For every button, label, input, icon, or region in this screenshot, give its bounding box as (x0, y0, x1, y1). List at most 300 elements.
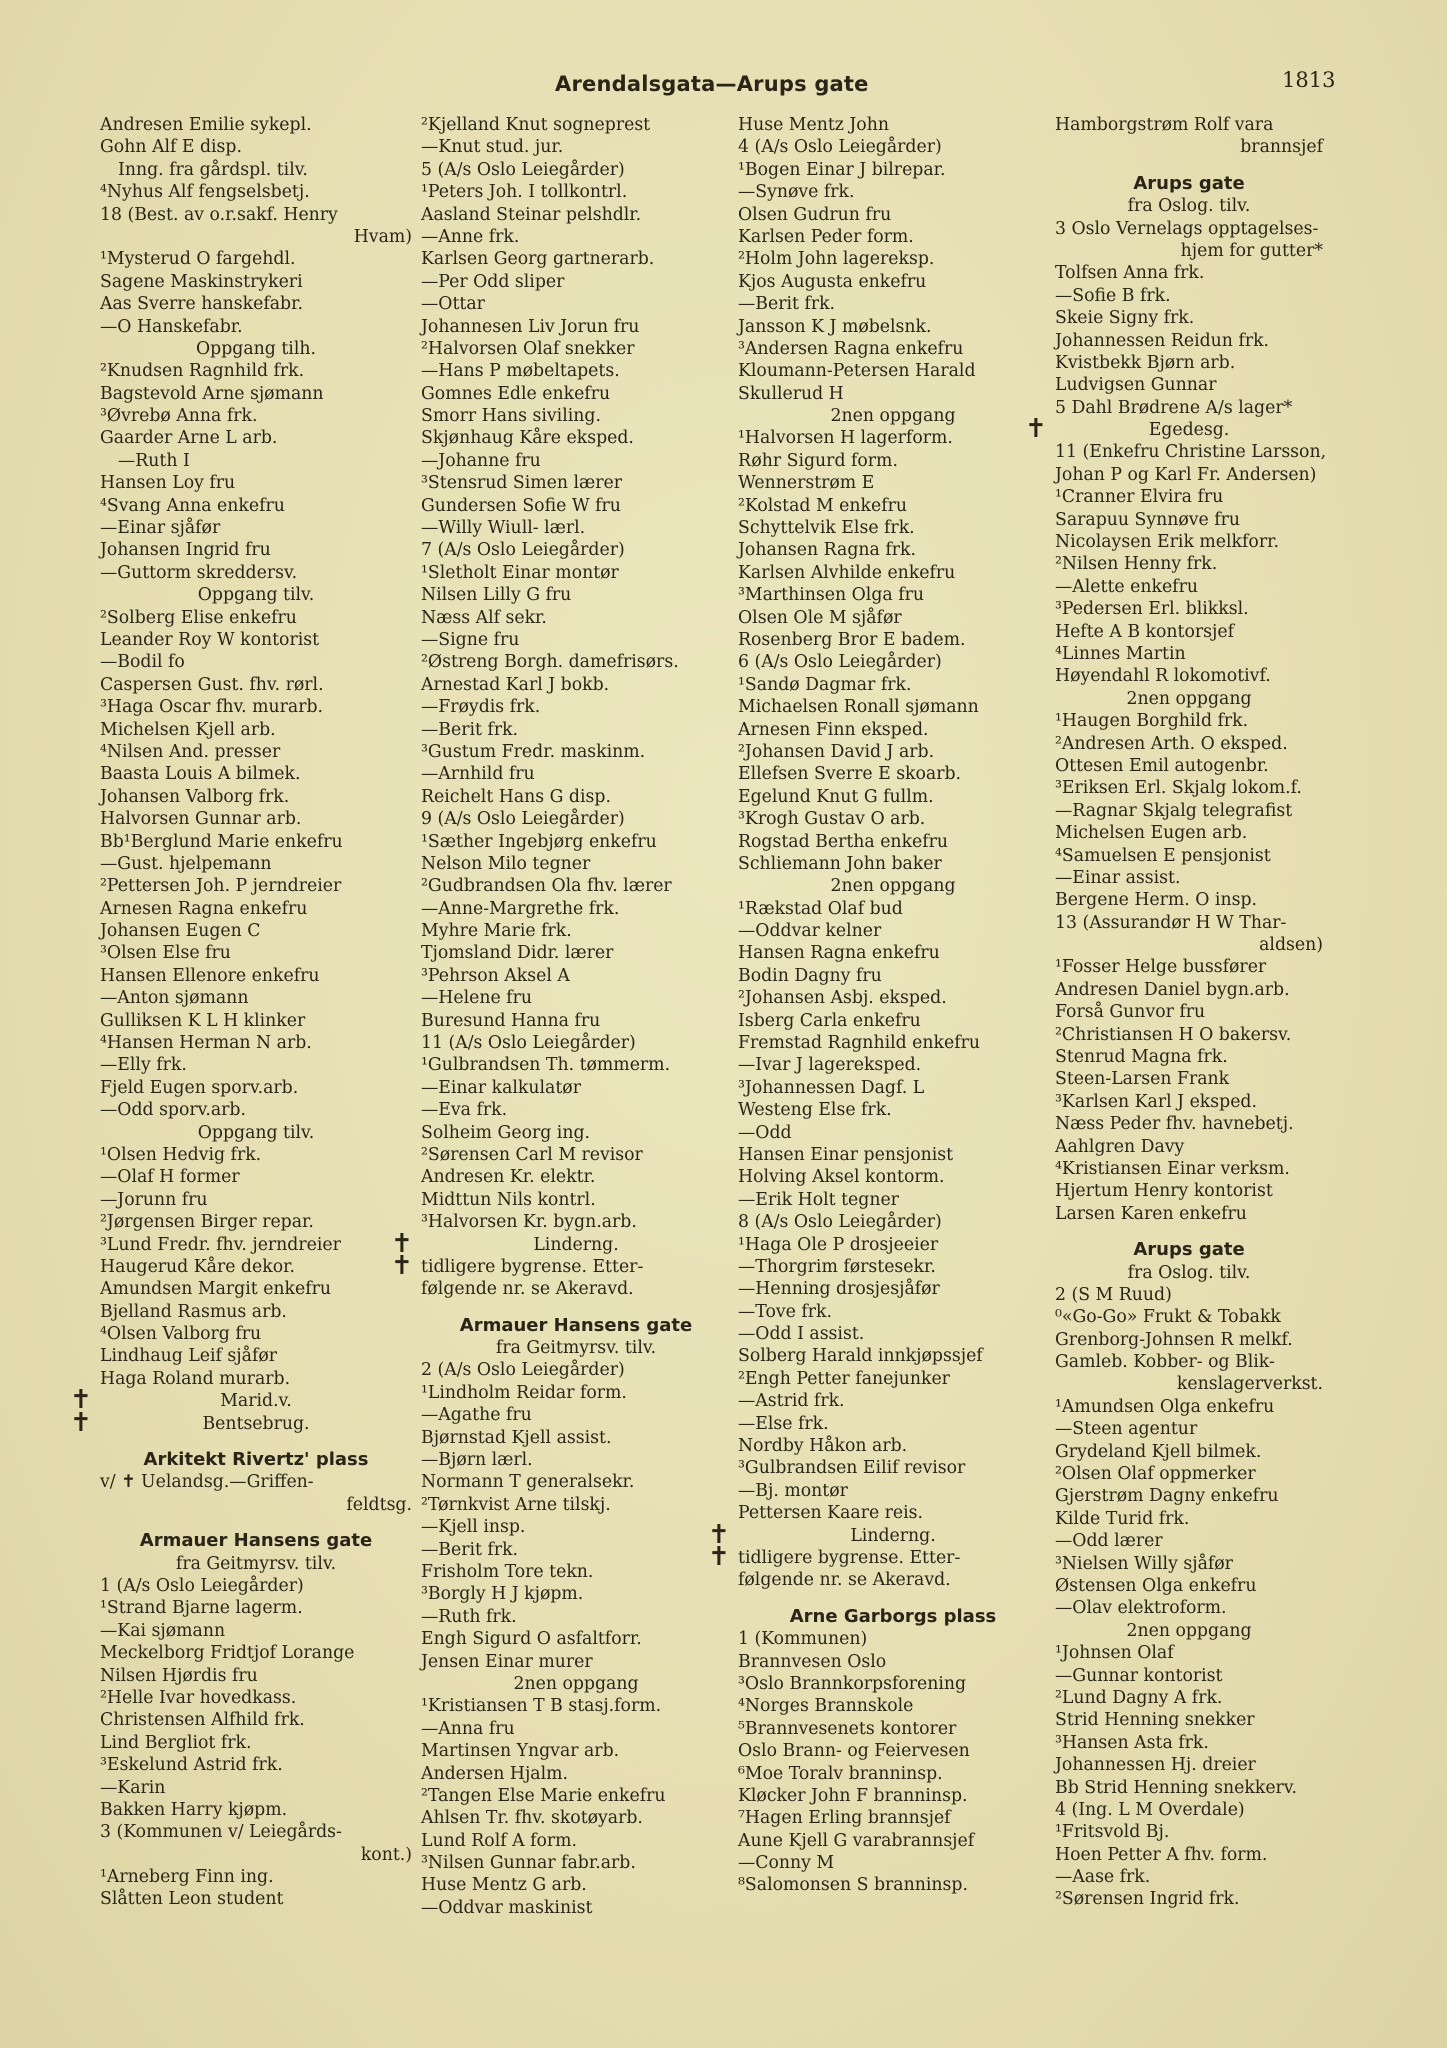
directory-entry (100, 1250, 413, 1281)
directory-entry (1055, 1441, 1323, 1463)
entry-text: —Berit frk. (421, 719, 519, 740)
directory-entry (1055, 956, 1323, 978)
entry-text: 5 (A/s Oslo Leiegårder) (421, 159, 625, 180)
cross-street-icon: ✝ (1025, 414, 1047, 445)
directory-entry (738, 383, 1048, 405)
section-note (391, 1228, 731, 1259)
entry-text: Karlsen Georg gartnerarb. (421, 249, 655, 270)
entry-text: Oppgang tilv. (197, 585, 315, 606)
entry-text: Østensen Olga enkefru (1055, 1576, 1257, 1596)
directory-entry (738, 607, 1048, 629)
entry-text: Hansen Ellenore enkefru (100, 965, 320, 986)
entry-text: 4 (Ing. L M Overdale) (1055, 1799, 1245, 1820)
entry-text: Ahlsen Tr. fhv. skotøyarb. (421, 1808, 643, 1829)
directory-entry (738, 1718, 1048, 1740)
entry-text: Andresen Daniel bygn.arb. (1055, 979, 1290, 1000)
directory-entry (421, 562, 731, 584)
entry-text: ⁴Samuelsen E pensjonist (1055, 845, 1271, 866)
entry-text: —Anne frk. (421, 226, 520, 247)
directory-entry (1055, 352, 1323, 374)
directory-entry (421, 1874, 731, 1896)
entry-text: Kløcker John F branninsp. (738, 1785, 968, 1806)
directory-entry (421, 472, 731, 494)
directory-entry (1055, 1113, 1323, 1135)
entry-text: —Astrid frk. (738, 1391, 845, 1412)
directory-entry (738, 741, 1048, 763)
directory-entry (1055, 934, 1323, 956)
directory-entry (100, 562, 412, 584)
directory-entry (1055, 1463, 1323, 1485)
entry-text: Gjerstrøm Dagny enkefru (1055, 1486, 1279, 1507)
entry-text: Larsen Karen enkefru (1055, 1203, 1247, 1224)
section-note (708, 1519, 1048, 1550)
directory-entry (100, 1010, 412, 1032)
entry-text: Tolfsen Anna frk. (1055, 263, 1205, 284)
directory-entry (100, 1732, 412, 1754)
street-heading (100, 1530, 412, 1552)
entry-text: —Ruth I (118, 450, 190, 471)
directory-entry (421, 1763, 731, 1785)
directory-entry (738, 942, 1048, 964)
directory-entry (100, 1777, 412, 1799)
entry-text: ²Sørensen Carl M revisor (421, 1144, 643, 1165)
directory-entry (738, 763, 1048, 785)
directory-entry (1055, 285, 1323, 307)
entry-text: v/ ✝ Uelandsg.—Griffen- (100, 1472, 314, 1493)
entry-text: —Erik Holt tegner (738, 1189, 899, 1210)
entry-text: ¹Cranner Elvira fru (1055, 487, 1224, 508)
entry-text: ⁴Hansen Herman N arb. (100, 1033, 312, 1054)
directory-entry (738, 786, 1048, 808)
directory-entry (421, 316, 731, 338)
directory-entry (421, 898, 731, 920)
entry-text: ³Halvorsen Kr. bygn.arb. (421, 1212, 637, 1233)
entry-text: ³Nilsen Gunnar fabr.arb. (421, 1853, 636, 1874)
directory-entry (100, 1301, 412, 1323)
directory-entry (421, 965, 731, 987)
directory-entry (1055, 1665, 1323, 1687)
entry-text: Meckelborg Fridtjof Lorange (100, 1643, 355, 1664)
directory-entry (421, 987, 731, 1009)
entry-text: —Anna fru (421, 1718, 515, 1739)
entry-text: Lind Bergliot frk. (100, 1732, 252, 1753)
directory-entry (421, 1471, 731, 1493)
entry-text: ³Andersen Ragna enkefru (738, 338, 964, 359)
entry-text: Bjørnstad Kjell assist. (421, 1427, 612, 1448)
directory-entry (421, 293, 731, 315)
directory-entry (738, 696, 1048, 718)
section-note (421, 1337, 731, 1359)
directory-entry (738, 1234, 1048, 1256)
directory-entry (1055, 1373, 1323, 1395)
entry-text: Johansen Valborg frk. (100, 786, 290, 807)
entry-text: Egelund Knut G fullm. (738, 786, 934, 807)
directory-entry (738, 338, 1048, 360)
directory-entry (738, 965, 1048, 987)
directory-entry (1055, 1732, 1323, 1754)
directory-entry (100, 248, 412, 270)
directory-entry (100, 1620, 412, 1642)
entry-text: —Bj. montør (738, 1480, 848, 1501)
directory-entry (100, 271, 412, 293)
directory-entry (1055, 1508, 1323, 1530)
directory-entry (1055, 1709, 1323, 1731)
directory-entry (421, 517, 731, 539)
entry-text: ³Pehrson Aksel A (421, 965, 570, 986)
directory-entry (1055, 889, 1323, 911)
directory-entry (1055, 397, 1323, 419)
entry-text: Johansen Eugen C (100, 921, 261, 942)
directory-entry (1055, 1575, 1323, 1597)
directory-entry (738, 427, 1048, 449)
entry-text: Gohn Alf E disp. (100, 137, 242, 158)
directory-entry (421, 875, 731, 897)
entry-text: Egedesg. (1148, 420, 1230, 441)
directory-entry (100, 853, 412, 875)
directory-entry (1055, 531, 1323, 553)
directory-entry (421, 741, 731, 763)
entry-text: kont.) (360, 1844, 412, 1865)
entry-text: —Else frk. (738, 1413, 829, 1434)
directory-entry (100, 898, 412, 920)
directory-entry (421, 1539, 731, 1561)
directory-entry (421, 1740, 731, 1762)
column-4 (1025, 114, 1327, 1911)
entry-text: Lund Rolf A form. (421, 1830, 578, 1851)
directory-entry (1055, 464, 1323, 486)
entry-text: Andresen Kr. elektr. (421, 1167, 596, 1188)
directory-entry (1055, 1180, 1323, 1202)
entry-text: 7 (A/s Oslo Leiegårder) (421, 540, 625, 561)
directory-entry (421, 1583, 731, 1605)
directory-entry (738, 1077, 1048, 1099)
entry-text: 2 (A/s Oslo Leiegårder) (421, 1360, 625, 1381)
section-note (100, 1122, 412, 1144)
entry-text: Bb¹Berglund Marie enkefru (100, 831, 343, 852)
entry-text: ³Marthinsen Olga fru (738, 585, 924, 606)
entry-text: 11 (A/s Oslo Leiegårder) (421, 1033, 636, 1054)
entry-text: Baasta Louis A bilmek. (100, 764, 301, 785)
column-3 (708, 114, 1048, 1897)
entry-text: ⁴Olsen Valborg fru (100, 1324, 262, 1345)
directory-entry (738, 1807, 1048, 1829)
directory-entry (100, 719, 412, 741)
directory-entry (100, 1323, 412, 1345)
directory-entry (1055, 1888, 1323, 1910)
directory-entry (100, 875, 412, 897)
entry-text: ³Øvrebø Anna frk. (100, 406, 258, 427)
entry-text: —Ruth frk. (421, 1606, 517, 1627)
entry-text: ²Tangen Else Marie enkefru (421, 1785, 666, 1806)
directory-entry (421, 853, 731, 875)
entry-text: 3 Oslo Vernelags opptagelses- (1055, 218, 1319, 239)
directory-entry (421, 1099, 731, 1121)
entry-text: 2nen oppgang (830, 406, 956, 427)
entry-text: ⁸Salomonsen S branninsp. (738, 1875, 968, 1896)
entry-text: Bakken Harry kjøpm. (100, 1799, 288, 1820)
entry-text: ⁴Kristiansen Einar verksm. (1055, 1158, 1290, 1179)
entry-text: fra Oslog. tilv. (1127, 196, 1251, 217)
entry-text: følgende nr. se Akeravd. (738, 1570, 951, 1591)
cross-street-icon: ✝ (391, 1250, 413, 1281)
entry-text: —Ivar J lagereksped. (738, 1055, 922, 1076)
entry-text: Armauer Hansens gate (459, 1314, 693, 1336)
directory-entry (1055, 1284, 1323, 1306)
entry-text: Westeng Else frk. (738, 1100, 892, 1121)
directory-entry (738, 360, 1048, 382)
entry-text: Andresen Emilie sykepl. (100, 115, 312, 135)
entry-text: Rogstad Bertha enkefru (738, 831, 949, 852)
section-note (421, 1673, 731, 1695)
directory-entry (738, 1651, 1048, 1673)
directory-entry (421, 1494, 731, 1516)
entry-text: Sagene Maskinstrykeri (100, 271, 303, 292)
entry-text: —Olav elektroform. (1055, 1598, 1227, 1619)
entry-text: 2nen oppgang (513, 1673, 639, 1694)
directory-entry (738, 204, 1048, 226)
entry-text: Armauer Hansens gate (139, 1530, 373, 1552)
directory-entry (421, 831, 731, 853)
cross-street-icon: ✝ (391, 1228, 413, 1259)
entry-text: ²Sørensen Ingrid frk. (1055, 1889, 1240, 1910)
entry-text: Nilsen Lilly G fru (421, 585, 572, 606)
entry-text: Grenborg-Johnsen R melkf. (1055, 1329, 1293, 1350)
entry-text: 2nen oppgang (1126, 1620, 1252, 1641)
entry-text: ¹Olsen Hedvig frk. (100, 1144, 262, 1165)
entry-text: Johannesen Liv Jorun fru (421, 316, 640, 337)
entry-text: —Arnhild fru (421, 764, 535, 785)
entry-text: —Anne-Margrethe frk. (421, 898, 620, 919)
directory-entry (100, 450, 412, 472)
directory-entry (1055, 1046, 1323, 1068)
directory-entry (738, 1144, 1048, 1166)
entry-text: Bergene Herm. O insp. (1055, 890, 1257, 911)
directory-entry (421, 1427, 731, 1449)
directory-entry (1055, 136, 1323, 158)
entry-text: Martinsen Yngvar arb. (421, 1741, 620, 1762)
entry-text: Jansson K J møbelsnk. (738, 316, 932, 337)
entry-text: Schyttelvik Else frk. (738, 518, 915, 539)
directory-entry (100, 1166, 412, 1188)
entry-text: Kvistbekk Bjørn arb. (1055, 352, 1236, 373)
entry-text: —Odd I assist. (738, 1324, 865, 1345)
entry-text: Hamborgstrøm Rolf vara (1055, 115, 1274, 135)
directory-entry (100, 114, 412, 136)
directory-entry (421, 1382, 731, 1404)
entry-text: ²Tørnkvist Arne tilskj. (421, 1494, 611, 1515)
cross-street-icon: ✝ (70, 1385, 92, 1416)
entry-text: Arups gate (1133, 172, 1245, 194)
directory-entry (421, 1651, 731, 1673)
directory-entry (421, 763, 731, 785)
entry-text: ³Haga Oscar fhv. murarb. (100, 697, 324, 718)
directory-entry (421, 204, 731, 226)
entry-text: ⁰«Go-Go» Frukt & Tobakk (1055, 1307, 1281, 1328)
column-2 (391, 114, 731, 1919)
entry-text: ²Christiansen H O bakersv. (1055, 1024, 1292, 1045)
directory-entry (421, 1807, 731, 1829)
entry-text: tidligere bygrense. Etter- (738, 1548, 961, 1568)
entry-text: Wennerstrøm E (738, 473, 875, 494)
entry-text: ²Johansen Asbj. eksped. (738, 988, 947, 1009)
section-note (1055, 1620, 1323, 1642)
entry-text: 5 Dahl Brødrene A/s lager* (1055, 397, 1293, 418)
entry-text: Gundersen Sofie W fru (421, 495, 621, 516)
directory-entry (738, 539, 1048, 561)
street-heading (738, 1606, 1048, 1628)
entry-text: ⁵Brannvesenets kontorer (738, 1718, 957, 1739)
entry-text: Stenrud Magna frk. (1055, 1047, 1228, 1068)
entry-text: Andersen Hjalm. (421, 1763, 569, 1784)
directory-entry (738, 1368, 1048, 1390)
directory-entry (1055, 240, 1323, 262)
directory-entry (738, 450, 1048, 472)
entry-text: ¹Amundsen Olga enkefru (1055, 1396, 1275, 1417)
directory-entry (421, 1628, 731, 1650)
entry-text: ¹Fosser Helge bussfører (1055, 957, 1267, 978)
street-heading (100, 1449, 412, 1471)
cross-street-icon: ✝ (70, 1407, 92, 1438)
entry-text: Nordby Håkon arb. (738, 1436, 908, 1457)
entry-text: ²Engh Petter fanejunker (738, 1368, 950, 1389)
entry-text: —Signe fru (421, 629, 520, 650)
entry-text: Michelsen Kjell arb. (100, 719, 276, 740)
directory-entry (100, 763, 412, 785)
directory-entry (738, 226, 1048, 248)
entry-text: ²Halvorsen Olaf snekker (421, 338, 635, 359)
entry-text: Johansen Ingrid fru (100, 540, 271, 561)
directory-entry (421, 159, 731, 181)
directory-entry (1055, 374, 1323, 396)
entry-text: Haga Roland murarb. (100, 1368, 291, 1389)
entry-text: ⁶Moe Toralv branninsp. (738, 1763, 943, 1784)
entry-text: Marid.v. (220, 1391, 292, 1412)
directory-entry (100, 1189, 412, 1211)
directory-entry (1055, 755, 1323, 777)
entry-text: —Steen agentur (1055, 1419, 1198, 1440)
entry-text: ³Nielsen Willy sjåfør (1055, 1553, 1233, 1574)
directory-entry (738, 1695, 1048, 1717)
entry-text: ³Gustum Fredr. maskinm. (421, 741, 646, 762)
entry-text: ⁴Linnes Martin (1055, 643, 1186, 664)
directory-entry (421, 1077, 731, 1099)
directory-entry (421, 607, 731, 629)
entry-text: —Odd sporv.arb. (100, 1100, 246, 1121)
entry-text: ³Karlsen Karl J eksped. (1055, 1091, 1257, 1112)
directory-entry (708, 1542, 1048, 1572)
entry-text: —Odd (738, 1122, 792, 1143)
directory-entry (1055, 307, 1323, 329)
directory-entry (100, 1642, 412, 1664)
directory-entry (1055, 114, 1323, 136)
entry-text: Frisholm Tore tekn. (421, 1562, 594, 1582)
entry-text: ³Borgly H J kjøpm. (421, 1584, 584, 1605)
directory-entry (100, 696, 412, 718)
directory-entry (421, 405, 731, 427)
entry-text: Myhre Marie frk. (421, 921, 572, 942)
directory-entry (1055, 1068, 1323, 1090)
directory-entry (738, 1256, 1048, 1278)
column-1 (70, 114, 412, 1911)
entry-text: Olsen Gudrun fru (738, 204, 892, 225)
entry-text: Michaelsen Ronall sjømann (738, 697, 979, 718)
section-note (100, 338, 412, 360)
directory-entry (421, 226, 731, 248)
entry-text: 2 (S M Ruud) (1055, 1284, 1172, 1305)
entry-text: ³Pedersen Erl. blikksl. (1055, 599, 1249, 620)
entry-text: —Odd lærer (1055, 1531, 1163, 1552)
directory-entry (1055, 330, 1323, 352)
directory-entry (738, 1502, 1048, 1524)
directory-entry (100, 1345, 412, 1367)
directory-entry (421, 674, 731, 696)
directory-entry (100, 517, 412, 539)
directory-entry (1055, 1821, 1323, 1843)
entry-text: ¹Arneberg Finn ing. (100, 1867, 274, 1888)
entry-text: Gamleb. Kobber- og Blik- (1055, 1352, 1275, 1373)
entry-text: ¹Halvorsen H lagerform. (738, 428, 953, 449)
entry-text: Lindhaug Leif sjåfør (100, 1346, 278, 1367)
entry-text: Fremstad Ragnhild enkefru (738, 1033, 981, 1054)
directory-entry (1055, 1001, 1323, 1023)
entry-text: ¹Kristiansen T B stasj.form. (421, 1696, 662, 1717)
entry-text: Skeie Signy frk. (1055, 308, 1195, 329)
entry-text: Bjelland Rasmus arb. (100, 1301, 287, 1322)
directory-entry (738, 674, 1048, 696)
entry-text: Ludvigsen Gunnar (1055, 375, 1217, 396)
directory-entry (100, 674, 412, 696)
directory-entry (421, 786, 731, 808)
directory-entry (1055, 1530, 1323, 1552)
entry-text: ²Andresen Arth. O eksped. (1055, 733, 1288, 754)
directory-entry (738, 898, 1048, 920)
entry-text: Johannessen Hj. dreier (1055, 1755, 1256, 1776)
directory-entry (421, 1606, 731, 1628)
entry-text: Arkitekt Rivertz' plass (143, 1449, 369, 1471)
directory-entry (100, 1054, 412, 1076)
directory-entry (1055, 1777, 1323, 1799)
entry-text: Hefte A B kontorsjef (1055, 621, 1234, 642)
entry-text: Arnesen Ragna enkefru (100, 898, 308, 919)
directory-entry (421, 942, 731, 964)
directory-entry (421, 1144, 731, 1166)
entry-text: ²Jørgensen Birger repar. (100, 1212, 314, 1233)
entry-text: —Willy Wiull- lærl. (421, 518, 586, 539)
directory-entry (100, 136, 412, 158)
directory-entry (421, 1718, 731, 1740)
entry-text: —Oddvar maskinist (421, 1897, 593, 1918)
entry-text: Christensen Alfhild frk. (100, 1710, 305, 1731)
directory-entry (1055, 1158, 1323, 1180)
directory-entry (100, 427, 412, 449)
entry-text: ²Olsen Olaf oppmerker (1055, 1464, 1256, 1485)
directory-entry (1055, 822, 1323, 844)
entry-text: Grydeland Kjell bilmek. (1055, 1441, 1262, 1462)
directory-entry (421, 1166, 731, 1188)
entry-text: —Bjørn lærl. (421, 1450, 533, 1471)
directory-entry (100, 1494, 412, 1516)
entry-text: Arnesen Finn eksped. (738, 719, 929, 740)
entry-text: fra Geitmyrsv. tilv. (175, 1553, 337, 1574)
entry-text: —Jorunn fru (100, 1189, 208, 1210)
entry-text: —Olaf H former (100, 1167, 240, 1188)
entry-text: ⁴Svang Anna enkefru (100, 495, 285, 516)
directory-entry (738, 1010, 1048, 1032)
directory-entry (1055, 1329, 1323, 1351)
entry-text: —Aase frk. (1055, 1867, 1151, 1888)
entry-text: kenslagerverkst. (1176, 1374, 1323, 1395)
entry-text: Hansen Einar pensjonist (738, 1144, 954, 1165)
